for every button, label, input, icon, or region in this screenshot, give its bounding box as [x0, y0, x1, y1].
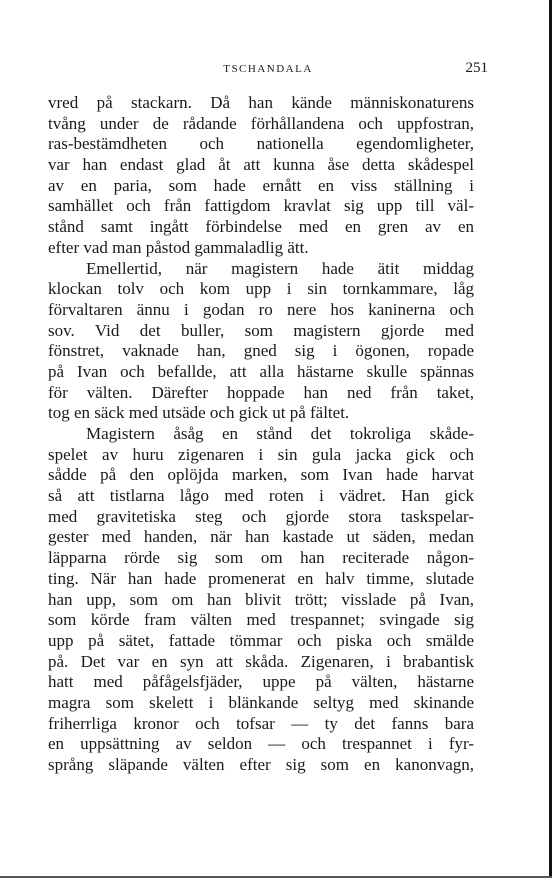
body-text [48, 93, 474, 776]
text-line: så att tistlarna lågo med roten i vädret. Han gick [48, 486, 474, 506]
text-line: ting. När han hade promenerat en halv timme, slutade [48, 568, 474, 588]
text-line: hatt med påfågelsfjäder, uppe på välten, hästarne [48, 672, 474, 692]
text-line: språng släpande välten efter sig som en kanonvagn, [48, 755, 474, 774]
text-line: tog en säck med utsäde och gick ut på fältet. [48, 403, 350, 423]
text-line: vred på stackarn. Då han kände människonaturens [48, 93, 474, 112]
page-header [48, 60, 488, 80]
text-line: läpparna rörde sig som om han reciterade någon- [48, 548, 474, 568]
text-line: på. Det var en syn att skåda. Zigenaren, i brabantisk [48, 651, 474, 671]
text-line: Magistern åsåg en stånd det tokroliga skåde- [86, 424, 474, 443]
text-line: med gravitetiska steg och gjorde stora taskspelar- [48, 506, 474, 526]
page-number: 251 [465, 60, 488, 76]
text-line: sådde på den oplöjda marken, som Ivan hade harvat [48, 465, 474, 485]
text-line: friherrliga kronor och tofsar — ty det fanns bara [48, 713, 474, 733]
text-line: han upp, som om han blivit trött; visslade på Ivan, [48, 589, 474, 609]
text-line: för välten. Därefter hoppade han ned från taket, [48, 382, 474, 402]
text-line: var han endast glad åt att kunna åse detta skådespel [48, 155, 474, 175]
text-line: efter vad man påstod gammaladlig ätt. [48, 237, 309, 257]
text-line: samhället och från fattigdom kravlat sig upp till väl- [48, 196, 474, 216]
text-line: som körde fram välten med trespannet; svingade sig [48, 610, 474, 630]
text-line: Emellertid, när magistern hade ätit middag [86, 258, 474, 278]
text-line: gester med handen, när han kastade ut säden, medan [48, 527, 474, 547]
running-title: TSCHANDALA [223, 63, 313, 75]
text-line: sov. Vid det buller, som magistern gjorde med [48, 320, 474, 340]
text-line: spelet av huru zigenaren i sin gula jacka gick och [48, 444, 474, 464]
text-line: på Ivan och befallde, att alla hästarne skulle spännas [48, 361, 474, 381]
text-line: klockan tolv och kom upp i sin tornkammare, låg [48, 279, 474, 299]
text-line: tvång under de rådande förhållandena och uppfostran, [48, 113, 474, 133]
text-line: fönstret, vaknade han, gned sig i ögonen, ropade [48, 341, 474, 361]
text-line: en uppsättning av seldon — och trespannet i fyr- [48, 734, 474, 754]
text-line: stånd samt ingått förbindelse med en gren av en [48, 217, 474, 237]
text-line: upp på sätet, fattade tömmar och piska och smälde [48, 630, 474, 650]
text-line: av en paria, som hade ernått en viss ställning i [48, 175, 474, 195]
text-line: förvaltaren ännu i godan ro nere hos kaninerna och [48, 299, 474, 319]
text-line: ras-bestämdheten och nationella egendomligheter, [48, 134, 474, 154]
text-line: magra som skelett i blänkande seltyg med skinande [48, 692, 474, 712]
